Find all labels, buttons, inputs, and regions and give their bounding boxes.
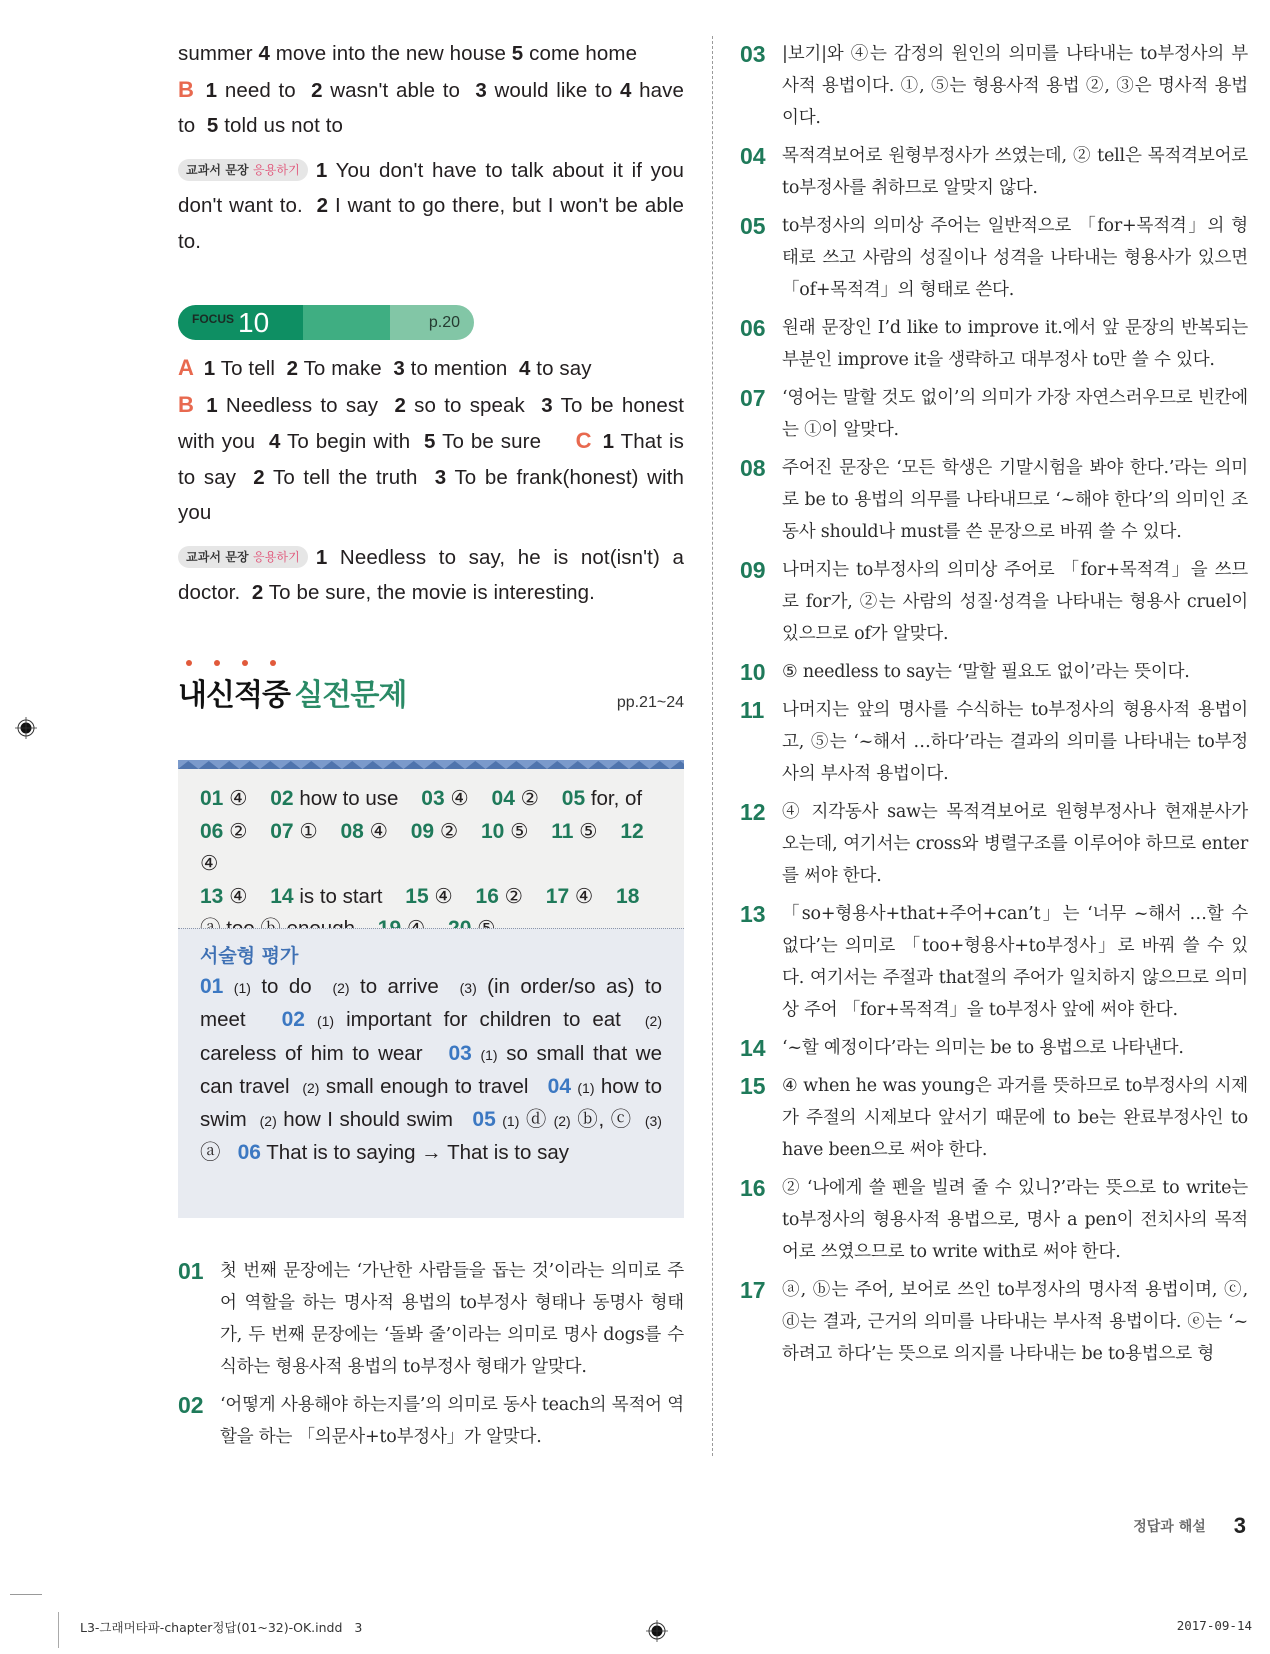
answer-value: is to start bbox=[299, 884, 383, 908]
explanation-item bbox=[740, 312, 1248, 376]
sub-label: (2) bbox=[302, 1079, 320, 1096]
answer-text: To begin with bbox=[287, 430, 411, 453]
item-number: 5 bbox=[511, 42, 524, 65]
explanation-number: 02 bbox=[178, 1392, 204, 1418]
sub-label: (2) bbox=[332, 980, 350, 996]
print-slug-file bbox=[80, 1618, 362, 1636]
answer-number: 04 bbox=[491, 787, 515, 810]
exam-title-accent: 실전문제 bbox=[294, 678, 407, 713]
explanation-item bbox=[178, 1389, 684, 1453]
explanation-text: 첫 번째 문장에는 ‘가난한 사람들을 돕는 것’이라는 의미로 주어 역할을 하는 명사적 용법의 to부정사 형태나 동명사 형태가, 두 번째 문장에는 ‘돌봐 줄’이라는 의미로 명사 dogs를 수식하는 형용사적 용법의 to부정사 형태가 알맞다. bbox=[220, 1261, 684, 1377]
answer-value: ⓐ bbox=[200, 1141, 221, 1165]
explanation-item bbox=[740, 694, 1248, 790]
item-number: 2 bbox=[311, 78, 323, 102]
focus-number: 10 bbox=[238, 306, 270, 338]
badge-label: 교과서 문장 bbox=[186, 162, 249, 177]
sub-label: (2) bbox=[259, 1113, 277, 1130]
item-number: 1 bbox=[315, 158, 328, 182]
answer-number: 03 bbox=[448, 1041, 472, 1065]
answer-number: 05 bbox=[561, 787, 586, 810]
focus-answers-paragraph bbox=[178, 350, 684, 531]
explanation-text: 목적격보어로 원형부정사가 쓰였는데, ② tell은 목적격보어로 to부정사를 취하므로 알맞지 않다. bbox=[782, 146, 1248, 198]
answer-value: ④ bbox=[450, 787, 469, 810]
item-number: 2 bbox=[316, 194, 329, 217]
answer-number: 04 bbox=[547, 1074, 571, 1098]
answer-value: ④ bbox=[229, 787, 248, 810]
explanation-text: ‘어떻게 사용해야 하는지를’의 의미로 동사 teach의 목적어 역할을 하는 「의문사+to부정사」가 알맞다. bbox=[220, 1395, 684, 1447]
exam-title-row bbox=[178, 674, 684, 714]
answer-number: 03 bbox=[421, 787, 445, 810]
section-letter-a: A bbox=[178, 355, 194, 380]
answer-value: how to swim bbox=[200, 1074, 662, 1132]
answer-number: 11 bbox=[551, 819, 574, 843]
item-number: 1 bbox=[203, 357, 216, 380]
item-number: 1 bbox=[205, 78, 218, 102]
answer-number: 09 bbox=[410, 819, 435, 843]
answer-value: how I should swim bbox=[283, 1108, 454, 1132]
sub-label: (1) bbox=[502, 1113, 520, 1130]
explanation-text: ‘영어는 말할 것도 없이’의 의미가 가장 자연스러우므로 빈칸에는 ①이 알맞다. bbox=[782, 388, 1248, 440]
explanation-number: 08 bbox=[740, 455, 766, 481]
answer-number: 06 bbox=[237, 1141, 261, 1165]
answer-value: ⑤ bbox=[510, 819, 529, 843]
item-number: 4 bbox=[620, 78, 632, 102]
answer-value: so small that we can travel bbox=[200, 1041, 662, 1098]
answer-value: ② bbox=[439, 819, 459, 843]
answer-value: ② bbox=[520, 787, 539, 810]
answer-value: (in order/so as) to meet bbox=[200, 975, 662, 1032]
item-number: 3 bbox=[434, 465, 447, 489]
left-column bbox=[178, 36, 684, 611]
answer-value: small enough to travel bbox=[325, 1074, 529, 1098]
answer-text: would like to bbox=[494, 78, 613, 102]
answer-text: Needless to say, he is not(isn't) a doctor. bbox=[178, 545, 684, 604]
answer-number: 13 bbox=[200, 884, 224, 908]
badge-accent-label: 응용하기 bbox=[253, 549, 300, 564]
descriptive-answer-box bbox=[178, 928, 684, 1218]
explanation-item bbox=[178, 1255, 684, 1383]
answer-text: To tell bbox=[220, 357, 276, 380]
focus-word: FOCUS bbox=[192, 311, 234, 326]
explanation-number: 03 bbox=[740, 41, 766, 67]
answer-number: 15 bbox=[405, 884, 429, 908]
textbook-apply-paragraph-2 bbox=[178, 540, 684, 611]
registration-mark-icon bbox=[646, 1620, 668, 1642]
answer-value: ④ bbox=[369, 819, 388, 843]
answer-number: 02 bbox=[270, 787, 294, 810]
explanation-item bbox=[740, 1274, 1248, 1370]
explanation-item bbox=[740, 1032, 1248, 1064]
answer-text: To be frank(honest) with you bbox=[178, 465, 684, 524]
item-number: 1 bbox=[315, 545, 328, 569]
explanation-item bbox=[740, 38, 1248, 134]
descriptive-title: 서술형 평가 bbox=[200, 945, 299, 967]
explanation-number: 07 bbox=[740, 385, 766, 411]
answer-text: need to bbox=[224, 78, 296, 102]
explanation-number: 12 bbox=[740, 799, 766, 825]
slug-divider bbox=[58, 1612, 59, 1648]
item-number: 1 bbox=[602, 430, 615, 453]
section-letter-b: B bbox=[178, 391, 194, 417]
answer-value: ④ bbox=[229, 884, 248, 908]
explanation-text: 나머지는 to부정사의 의미상 주어로 「for+목적격」을 쓰므로 for가, ②는 사람의 성질·성격을 나타내는 형용사 cruel이 있으므로 of가 알맞다. bbox=[782, 560, 1248, 644]
explanation-text: 나머지는 앞의 명사를 수식하는 to부정사의 형용사적 용법이고, ⑤는 ‘~해서 …하다’라는 결과의 의미를 나타내는 to부정사의 부사적 용법이다. bbox=[782, 700, 1248, 784]
exam-section-header bbox=[178, 660, 684, 714]
answer-number: 01 bbox=[200, 975, 224, 998]
page-footer bbox=[1133, 1513, 1246, 1539]
explanations-left bbox=[178, 1255, 684, 1459]
badge-label: 교과서 문장 bbox=[186, 549, 249, 564]
answer-paragraph-continuation bbox=[178, 36, 684, 144]
focus-label-segment bbox=[178, 305, 303, 340]
answer-number: 12 bbox=[620, 819, 644, 843]
sub-label: (3) bbox=[644, 1113, 662, 1130]
item-number: 2 bbox=[394, 393, 406, 417]
answer-value: ⓑ, ⓒ bbox=[577, 1108, 632, 1132]
focus-mid-segment bbox=[303, 305, 390, 340]
sub-label: (2) bbox=[553, 1113, 571, 1130]
answer-value: ④ bbox=[434, 884, 453, 908]
focus-page-ref: p.20 bbox=[428, 313, 460, 331]
answer-text: Needless to say bbox=[225, 393, 379, 417]
explanation-item bbox=[740, 656, 1248, 688]
explanation-number: 13 bbox=[740, 901, 766, 927]
explanation-text: 원래 문장인 I’d like to improve it.에서 앞 문장의 반복되는 부분인 improve it을 생략하고 대부정사 to만 쓸 수 있다. bbox=[782, 318, 1248, 370]
item-number: 3 bbox=[541, 393, 553, 417]
explanation-item bbox=[740, 382, 1248, 446]
answer-number: 16 bbox=[475, 884, 499, 908]
objective-answers bbox=[200, 783, 662, 946]
answer-text: wasn't able to bbox=[330, 78, 461, 102]
item-number: 5 bbox=[206, 114, 219, 137]
textbook-apply-paragraph-1 bbox=[178, 153, 684, 260]
item-number: 4 bbox=[268, 430, 281, 453]
answer-text: to say bbox=[536, 357, 592, 380]
focus-banner bbox=[178, 305, 474, 340]
answer-value: ④ bbox=[574, 884, 594, 908]
answer-value: That is to saying → That is to say bbox=[266, 1141, 569, 1165]
answer-number: 07 bbox=[270, 819, 294, 843]
textbook-apply-badge bbox=[178, 159, 308, 181]
explanation-text: to부정사의 의미상 주어는 일반적으로 「for+목적격」의 형태로 쓰고 사람의 성질이나 성격을 나타내는 형용사가 있으면 「of+목적격」의 형태로 쓴다. bbox=[782, 216, 1248, 300]
answer-value: to do bbox=[261, 975, 312, 998]
explanation-item bbox=[740, 554, 1248, 650]
explanation-number: 06 bbox=[740, 315, 766, 341]
explanation-number: 10 bbox=[740, 659, 766, 685]
explanation-text: 「so+형용사+that+주어+can’t」는 ‘너무 ~해서 …할 수 없다’는 의미로 「too+형용사+to부정사」로 바꿔 쓸 수 있다. 여기서는 주절과 that절의 주어가 일치하지 않으므로 의미상 주어 「for+목적격」을 to부정사 앞에 써야 한다. bbox=[782, 904, 1248, 1020]
triangle-decor-strip bbox=[178, 760, 684, 769]
answer-number: 18 bbox=[616, 884, 640, 908]
explanation-text: ⓐ, ⓑ는 주어, 보어로 쓰인 to부정사의 명사적 용법이며, ⓒ, ⓓ는 결과, 근거의 의미를 나타내는 부사적 용법이다. ⓔ는 ‘~하려고 하다’는 뜻으로 의지를 나타내는 be to용법으로 형 bbox=[782, 1280, 1248, 1364]
explanation-number: 16 bbox=[740, 1175, 766, 1201]
answer-value: important for children to eat bbox=[346, 1008, 621, 1032]
answer-value: ⑤ bbox=[579, 819, 598, 843]
answer-number: 05 bbox=[472, 1108, 496, 1132]
sub-label: (2) bbox=[644, 1013, 663, 1030]
descriptive-answers bbox=[200, 971, 662, 1170]
textbook-apply-badge bbox=[178, 546, 308, 568]
slug-file-name: L3-그래머타파-chapter정답(01~32)-OK.indd bbox=[80, 1620, 343, 1635]
item-number: 1 bbox=[206, 393, 218, 417]
registration-mark-icon bbox=[15, 717, 37, 739]
explanation-number: 14 bbox=[740, 1035, 766, 1061]
focus-page-segment bbox=[390, 305, 474, 340]
item-number: 3 bbox=[475, 78, 487, 102]
section-letter-b: B bbox=[178, 76, 194, 102]
explanation-item bbox=[740, 452, 1248, 548]
answer-text: move into the new house bbox=[269, 42, 512, 65]
explanation-text: 주어진 문장은 ‘모든 학생은 기말시험을 봐야 한다.’라는 의미로 be to 용법의 의무를 나타내므로 ‘~해야 한다’의 의미인 조동사 should나 must를 쓴 문장으로 바꿔 쓸 수 있다. bbox=[782, 458, 1248, 542]
answer-value: to arrive bbox=[360, 975, 439, 998]
badge-accent-label: 응용하기 bbox=[253, 162, 300, 177]
answer-text: To tell the truth bbox=[273, 465, 418, 489]
answer-text: come home bbox=[523, 42, 638, 65]
explanation-text: ⑤ needless to say는 ‘말할 필요도 없이’라는 뜻이다. bbox=[782, 662, 1190, 682]
explanation-number: 04 bbox=[740, 143, 766, 169]
answer-value: ④ bbox=[200, 852, 219, 875]
answer-text: summer bbox=[178, 42, 259, 65]
item-number: 2 bbox=[253, 465, 265, 489]
sub-label: (1) bbox=[480, 1046, 498, 1063]
sub-label: (1) bbox=[577, 1079, 595, 1096]
answer-number: 01 bbox=[200, 787, 224, 810]
explanation-text: ④ when he was young은 과거를 뜻하므로 to부정사의 시제가 주절의 시제보다 앞서기 때문에 to be는 완료부정사인 to have been으로 써야 한다. bbox=[782, 1076, 1248, 1160]
answer-text: told us not to bbox=[224, 114, 343, 137]
explanation-item bbox=[740, 1070, 1248, 1166]
explanation-text: ‘~할 예정이다’라는 의미는 be to 용법으로 나타낸다. bbox=[782, 1038, 1184, 1058]
explanation-text: |보기|와 ④는 감정의 원인의 의미를 나타내는 to부정사의 부사적 용법이다. ①, ⑤는 형용사적 용법 ②, ③은 명사적 용법이다. bbox=[782, 44, 1248, 128]
answer-number: 08 bbox=[340, 819, 364, 843]
explanation-number: 05 bbox=[740, 213, 766, 239]
item-number: 3 bbox=[393, 357, 405, 380]
sub-label: (1) bbox=[233, 980, 251, 996]
item-number: 4 bbox=[518, 357, 531, 380]
answer-text: so to speak bbox=[414, 393, 525, 417]
answer-number: 06 bbox=[200, 819, 224, 843]
explanation-number: 09 bbox=[740, 557, 766, 583]
answer-text: To be sure bbox=[442, 430, 542, 453]
answer-value: ② bbox=[504, 884, 523, 908]
answer-number: 17 bbox=[545, 884, 570, 908]
answer-value: ① bbox=[299, 819, 318, 843]
answer-value: ⓓ bbox=[525, 1108, 548, 1132]
answer-text: You don't have to talk about it if you don't want to. bbox=[178, 158, 684, 217]
explanation-number: 11 bbox=[740, 697, 765, 723]
sub-label: (1) bbox=[316, 1013, 335, 1030]
explanation-number: 01 bbox=[178, 1258, 204, 1284]
answer-text: I want to go there, but I won't be able to. bbox=[178, 194, 685, 253]
page-number: 3 bbox=[1233, 1513, 1246, 1538]
crop-mark bbox=[10, 1594, 42, 1595]
answer-text: have to bbox=[178, 78, 685, 137]
answer-text: to mention bbox=[410, 357, 508, 380]
answer-text: To make bbox=[303, 357, 382, 380]
section-letter-c: C bbox=[575, 428, 592, 453]
exam-page-range: pp.21~24 bbox=[616, 694, 684, 711]
answer-number: 14 bbox=[270, 884, 294, 908]
footer-section-label: 정답과 해설 bbox=[1133, 1519, 1206, 1535]
explanation-number: 15 bbox=[740, 1073, 766, 1099]
explanation-item bbox=[740, 898, 1248, 1026]
answer-number: 10 bbox=[481, 819, 505, 843]
item-number: 5 bbox=[424, 430, 436, 453]
answer-value: how to use bbox=[299, 787, 399, 810]
sub-label: (3) bbox=[459, 980, 477, 996]
exam-title-main: 내신적중 bbox=[178, 678, 290, 713]
print-slug-date: 2017-09-14 bbox=[1176, 1618, 1252, 1633]
answer-text: That is to say bbox=[178, 430, 684, 489]
answer-text: To be honest with you bbox=[178, 393, 685, 453]
item-number: 2 bbox=[286, 357, 299, 380]
answer-number: 02 bbox=[281, 1008, 305, 1032]
explanation-item bbox=[740, 1172, 1248, 1268]
explanation-item bbox=[740, 140, 1248, 204]
item-number: 4 bbox=[258, 42, 270, 65]
explanations-right bbox=[740, 38, 1248, 1376]
explanation-item bbox=[740, 796, 1248, 892]
item-number: 2 bbox=[251, 581, 264, 604]
answer-value: ② bbox=[229, 819, 248, 843]
answer-value: careless of him to wear bbox=[200, 1041, 423, 1065]
answer-value: for, of bbox=[590, 787, 643, 810]
slug-file-page: 3 bbox=[354, 1620, 363, 1635]
explanation-item bbox=[740, 210, 1248, 306]
explanation-text: ④ 지각동사 saw는 목적격보어로 원형부정사나 현재분사가 오는데, 여기서는 cross와 병렬구조를 이루어야 하므로 enter를 써야 한다. bbox=[782, 802, 1248, 886]
explanation-text: ② ‘나에게 쓸 펜을 빌려 줄 수 있니?’라는 뜻으로 to write는 to부정사의 형용사적 용법으로, 명사 a pen이 전치사의 목적어로 쓰였으므로 to write with로 써야 한다. bbox=[782, 1178, 1248, 1262]
column-divider bbox=[712, 36, 713, 1456]
answer-text: To be sure, the movie is interesting. bbox=[268, 581, 595, 604]
explanation-number: 17 bbox=[740, 1277, 766, 1303]
